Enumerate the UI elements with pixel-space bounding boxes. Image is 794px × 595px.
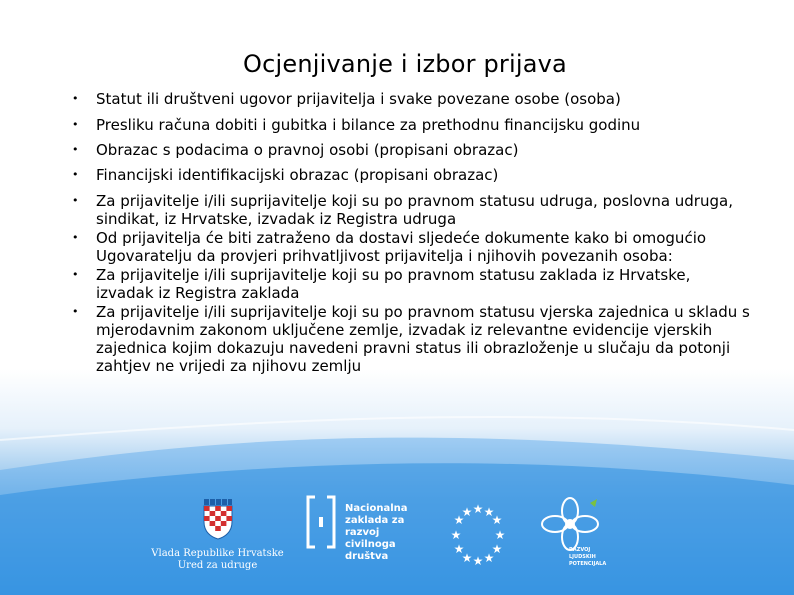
bullet-list <box>72 90 752 375</box>
rlp-line: RAZVOJ <box>569 547 591 553</box>
bullet-item <box>72 90 752 108</box>
eu-stars-icon <box>443 500 513 570</box>
nzc-line: zaklada za <box>345 515 405 526</box>
bullet-icon: • <box>72 194 79 207</box>
bracket-logo-icon <box>305 493 337 551</box>
bullet-icon: • <box>72 231 79 244</box>
slide-title: Ocjenjivanje i izbor prijava <box>243 50 567 78</box>
nzc-line: Nacionalna <box>345 503 408 514</box>
bullet-text: Za prijavitelje i/ili suprijavitelje koji su po pravnom statusu zaklada iz Hrvatske, izvadak iz Registra zaklada <box>96 266 691 302</box>
rlp-logo-text <box>569 547 606 568</box>
bullet-icon: • <box>72 268 79 281</box>
nzc-line: civilnoga <box>345 539 396 550</box>
bullet-text: Statut ili društveni ugovor prijavitelja i svake povezane osobe (osoba) <box>96 90 621 108</box>
logo-strip <box>0 490 794 595</box>
svg-text:★: ★ <box>483 505 495 519</box>
bullet-text: Za prijavitelje i/ili suprijavitelje koji su po pravnom statusu udruga, poslovna udruga, sindikat, iz Hrvatske, izvadak iz Registra udruga <box>96 192 733 228</box>
bullet-item <box>72 192 752 228</box>
rlp-line: POTENCIJALA <box>569 561 607 567</box>
svg-text:★: ★ <box>453 513 465 527</box>
svg-text:★: ★ <box>461 551 473 565</box>
rlp-logo <box>535 495 625 580</box>
bullet-text: Obrazac s podacima o pravnoj osobi (propisani obrazac) <box>96 141 519 159</box>
rlp-line: LJUDSKIH <box>569 554 596 560</box>
bullet-text: Presliku računa dobiti i gubitka i bilance za prethodnu financijsku godinu <box>96 116 641 134</box>
government-logo-line2: Ured za udruge <box>177 560 258 571</box>
bullet-icon: • <box>72 168 79 181</box>
bullet-item <box>72 303 752 375</box>
bullet-item <box>72 141 752 159</box>
bullet-text: Financijski identifikacijski obrazac (propisani obrazac) <box>96 166 499 184</box>
nzc-logo-text <box>345 503 408 563</box>
government-logo-line1: Vlada Republike Hrvatske <box>151 548 284 559</box>
nzc-line: razvoj <box>345 527 380 538</box>
svg-text:★: ★ <box>491 542 503 556</box>
bullet-text: Od prijavitelja će biti zatraženo da dostavi sljedeće dokumente kako bi omogućio Ugovaratelju da provjeri prihvatljivost prijavitelja i njihovih povezanih osoba: <box>96 229 707 265</box>
svg-text:★: ★ <box>453 542 465 556</box>
bullet-item <box>72 266 752 302</box>
bullet-icon: • <box>72 305 79 318</box>
svg-text:★: ★ <box>494 528 506 542</box>
bullet-icon: • <box>72 143 79 156</box>
nzc-logo <box>305 493 415 583</box>
government-logo <box>150 498 285 578</box>
croatian-coat-of-arms-icon <box>201 498 235 540</box>
bullet-icon: • <box>72 92 79 105</box>
nzc-line: društva <box>345 551 389 562</box>
svg-text:★: ★ <box>472 502 484 516</box>
svg-text:★: ★ <box>491 513 503 527</box>
bullet-icon: • <box>72 118 79 131</box>
bullet-item <box>72 229 752 265</box>
bullet-item <box>72 166 752 184</box>
svg-text:★: ★ <box>450 528 462 542</box>
svg-text:★: ★ <box>461 505 473 519</box>
bullet-item <box>72 116 752 134</box>
svg-text:★: ★ <box>483 551 495 565</box>
bullet-text: Za prijavitelje i/ili suprijavitelje koji su po pravnom statusu vjerska zajednica u skladu s mjerodavnim zakonom uključene zemlje, izvadak iz relevantne evidencije vjerskih zajednica kojim dokazuju navedeni pravni status ili obrazloženje u slučaju da potonji zahtjev ne vrijedi za njihovu zemlju <box>96 303 750 375</box>
svg-text:★: ★ <box>472 554 484 568</box>
flower-logo-icon <box>535 495 605 553</box>
